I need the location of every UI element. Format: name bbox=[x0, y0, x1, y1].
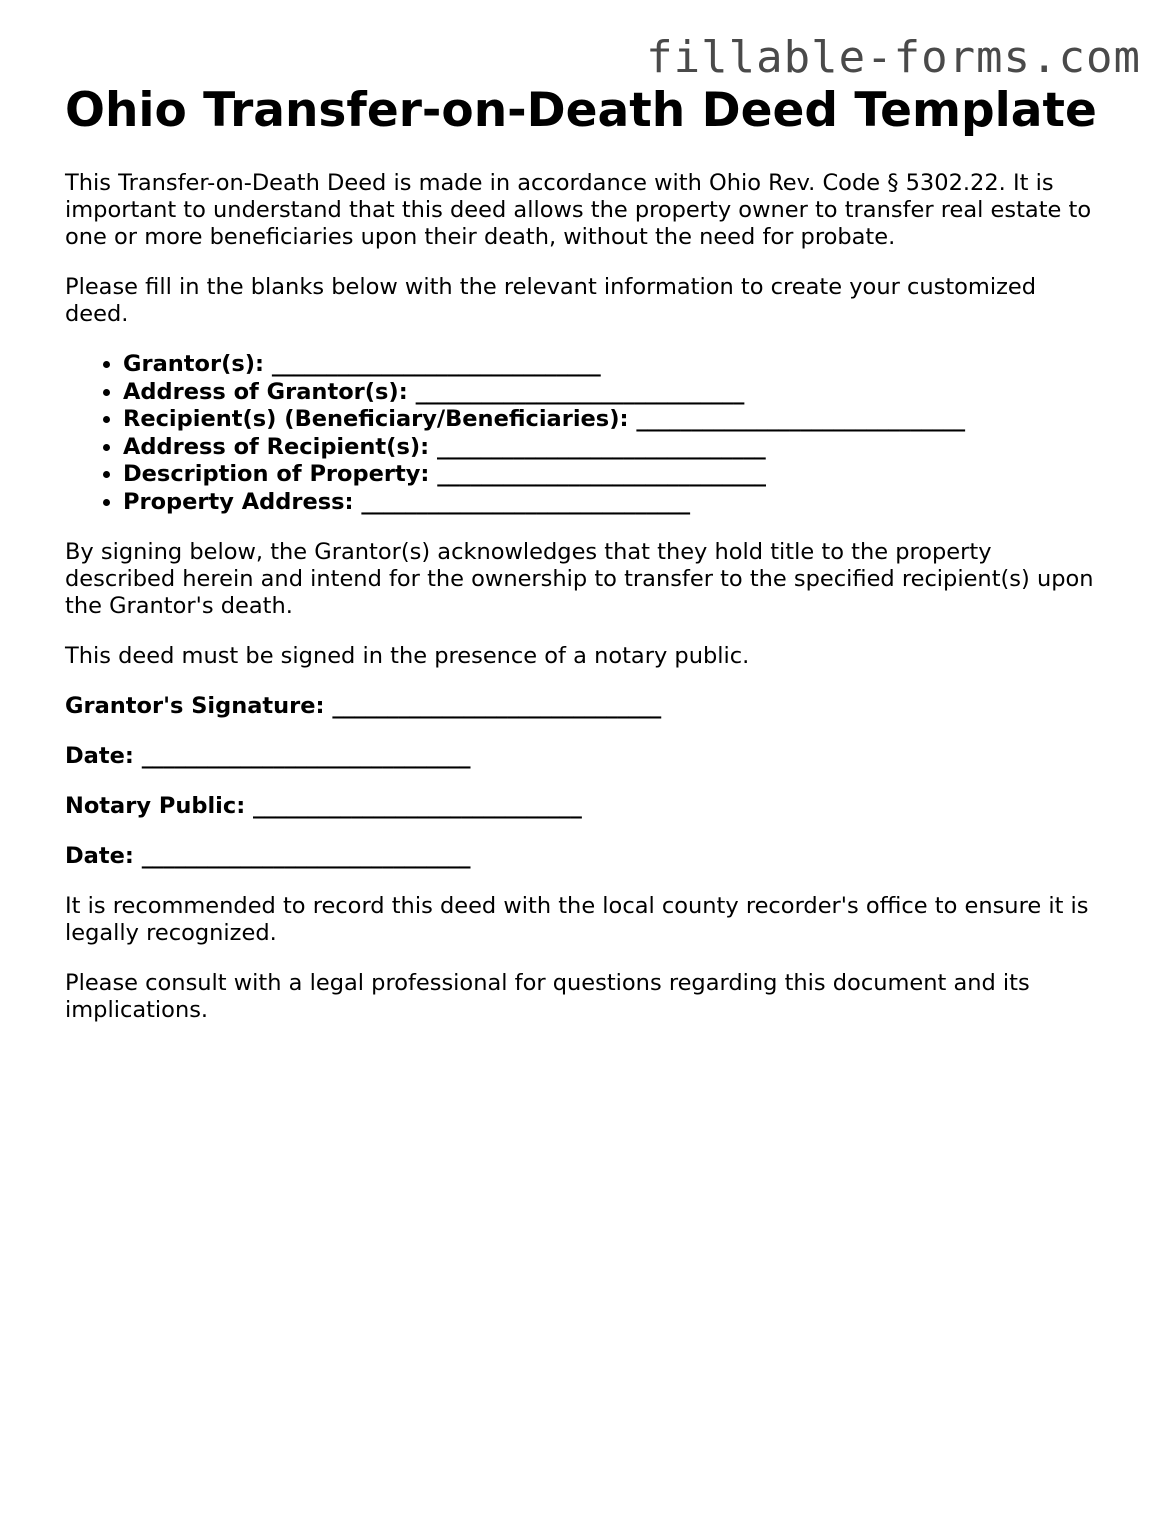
field-property-description bbox=[123, 461, 1105, 489]
page-title: Ohio Transfer-on-Death Deed Template bbox=[65, 83, 1097, 138]
intro-paragraph: This Transfer-on-Death Deed is made in accordance with Ohio Rev. Code § 5302.22. It is important to understand that this deed allows the property owner to transfer real estate to one or more beneficiaries upon their death, without the need for probate. bbox=[65, 170, 1092, 250]
blank-line[interactable]: ______________________________ bbox=[141, 743, 471, 769]
blank-line[interactable]: ______________________________ bbox=[636, 406, 965, 432]
instructions-paragraph: Please fill in the blanks below with the relevant information to create your customized deed. bbox=[65, 274, 1037, 327]
date-line-1 bbox=[65, 743, 1105, 770]
date-label: Date: bbox=[65, 743, 134, 769]
fill-in-fields-list bbox=[65, 351, 1105, 516]
acknowledgement-paragraph: By signing below, the Grantor(s) acknowledges that they hold title to the property described herein and intend for the ownership to transfer to the specified recipient(s) upon the Grantor's death. bbox=[65, 539, 1094, 619]
signature-label: Grantor's Signature: bbox=[65, 693, 325, 719]
grantor-signature-line bbox=[65, 693, 1105, 720]
field-label: Address of Recipient(s): bbox=[123, 433, 430, 460]
date-line-2 bbox=[65, 843, 1105, 870]
blank-line[interactable]: ______________________________ bbox=[436, 433, 766, 460]
notary-label: Notary Public: bbox=[65, 793, 246, 819]
blank-line[interactable]: ______________________________ bbox=[253, 793, 582, 819]
field-label: Description of Property: bbox=[123, 461, 430, 487]
blank-line[interactable]: ______________________________ bbox=[141, 843, 471, 869]
field-label: Address of Grantor(s): bbox=[123, 378, 408, 405]
field-property-address bbox=[123, 489, 1105, 517]
site-watermark: fillable-forms.com bbox=[646, 32, 1141, 83]
blank-line[interactable]: ______________________________ bbox=[271, 351, 601, 377]
date-label: Date: bbox=[65, 843, 134, 869]
recording-note: It is recommended to record this deed with the local county recorder's office to ensure it is legally recognized. bbox=[65, 893, 1089, 946]
field-label: Recipient(s) (Beneficiary/Beneficiaries): bbox=[123, 406, 629, 432]
blank-line[interactable]: ______________________________ bbox=[332, 693, 661, 719]
blank-line[interactable]: ______________________________ bbox=[361, 488, 690, 515]
blank-line[interactable]: ______________________________ bbox=[415, 378, 745, 405]
field-label: Property Address: bbox=[123, 488, 354, 515]
field-grantors bbox=[123, 351, 1105, 379]
legal-note: Please consult with a legal professional for questions regarding this document and its implications. bbox=[65, 970, 1030, 1023]
field-recipient-address bbox=[123, 434, 1105, 462]
notary-public-line bbox=[65, 793, 1105, 820]
field-label: Grantor(s): bbox=[123, 351, 265, 377]
notary-notice: This deed must be signed in the presence of a notary public. bbox=[65, 643, 750, 669]
field-recipients bbox=[123, 406, 1105, 434]
document-body bbox=[65, 84, 1105, 1024]
blank-line[interactable]: ______________________________ bbox=[437, 461, 766, 487]
field-grantor-address bbox=[123, 379, 1105, 407]
